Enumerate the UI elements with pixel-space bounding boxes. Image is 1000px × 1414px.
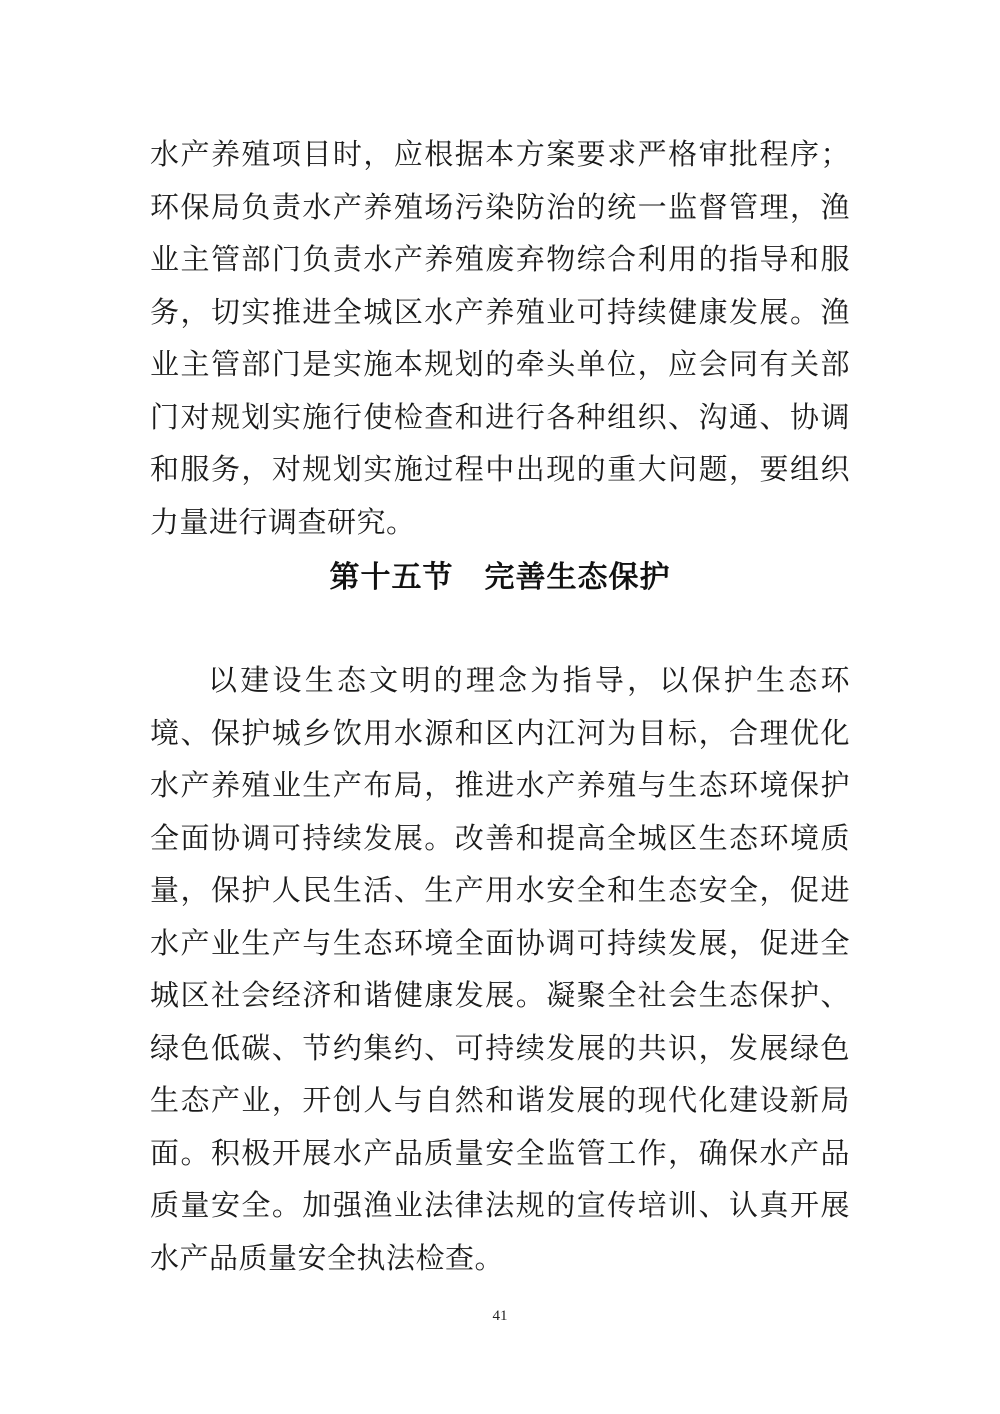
paragraph: 水产养殖项目时，应根据本方案要求严格审批程序；环保局负责水产养殖场污染防治的统一监督管理，渔业主管部门负责水产养殖废弃物综合利用的指导和服务，切实推进全城区水产养殖业可持续健康发展。渔业主管部门是实施本规划的牵头单位，应会同有关部门对规划实施行使检查和进行各种组织、沟通、协调和服务，对规划实施过程中出现的重大问题，要组织力量进行调查研究。 [150,137,850,539]
paragraph: 以建设生态文明的理念为指导，以保护生态环境、保护城乡饮用水源和区内江河为目标，合理优化水产养殖业生产布局，推进水产养殖与生态环境保护全面协调可持续发展。改善和提高全城区生态环境质量，保护人民生活、生产用水安全和生态安全，促进水产业生产与生态环境全面协调可持续发展，促进全城区社会经济和谐健康发展。凝聚全社会生态保护、绿色低碳、节约集约、可持续发展的共识，发展绿色生态产业，开创人与自然和谐发展的现代化建设新局面。积极开展水产品质量安全监管工作，确保水产品质量安全。加强渔业法律法规的宣传培训、认真开展水产品质量安全执法检查。 [150,663,850,1275]
section-heading: 第十五节 完善生态保护 [329,560,671,595]
body-text-top [150,128,850,548]
page-number: 41 [492,1308,508,1324]
body-text-bottom [150,654,850,1284]
